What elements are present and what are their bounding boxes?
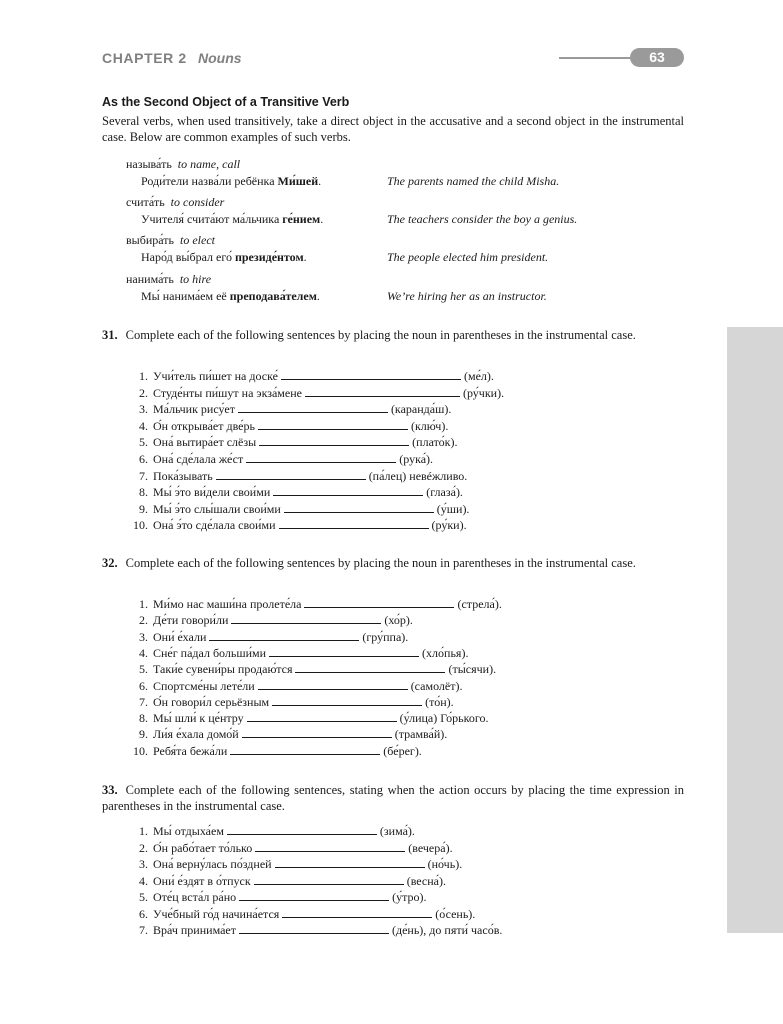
intro-paragraph: Several verbs, when used transitively, take a direct object in the accusative and a second object in the instrumental case. Below are common examples of such verbs. — [102, 114, 684, 144]
answer-blank[interactable] — [273, 484, 423, 496]
example-english: The teachers consider the boy a genius. — [387, 212, 578, 226]
answer-blank[interactable] — [305, 385, 460, 397]
example-russian: Роди́тели назва́ли ребёнка Ми́шей. — [141, 174, 322, 188]
exercise-33-instruction: 33. Complete each of the following sentences, stating when the action occurs by placing the time expression in parentheses in the instrumental case. — [102, 783, 684, 813]
verb-english: to hire — [179, 272, 212, 286]
exercise-item: 7. Пока́зывать (па́лец) невéжливо. — [139, 468, 468, 483]
answer-blank[interactable] — [230, 743, 380, 755]
example-english: The parents named the child Misha. — [387, 174, 560, 188]
exercise-item: 5. Оте́ц вста́л ра́но (у́тро). — [139, 890, 427, 904]
exercise-item: 4. Сне́г па́дал больши́ми (хло́пья). — [139, 645, 469, 660]
exercise-item: 4. Они́ е́здят в о́тпуск (весна́). — [139, 873, 447, 888]
answer-blank[interactable] — [269, 645, 419, 657]
side-thumb-tab — [727, 327, 783, 933]
exercise-item: 3. Она́ верну́лась по́здней (но́чь). — [139, 857, 463, 871]
header-rule — [559, 57, 639, 59]
exercise-item: 6. Уче́бный го́д начина́ется (о́сень). — [139, 906, 476, 921]
answer-blank[interactable] — [295, 661, 445, 673]
exercise-item: 10. Она́ э́то сде́лала свои́ми (ру́ки). — [133, 518, 467, 533]
example-russian: Мы́ нанима́ем её преподава́телем. — [141, 289, 320, 303]
chapter-label: CHAPTER 2 — [102, 50, 187, 66]
example-russian: Учителя́ счита́ют ма́льчика ге́нием. — [141, 212, 324, 226]
verb-russian: нанима́ть — [126, 272, 174, 286]
exercise-item: 9. Ли́я е́хала домо́й (трамва́й). — [139, 727, 448, 742]
answer-blank[interactable] — [209, 629, 359, 641]
verb-english: to consider — [170, 195, 225, 209]
verb-entry — [126, 195, 224, 210]
verb-entry — [126, 233, 215, 248]
exercise-item: 7. О́н говори́л серьёзным (то́н). — [139, 694, 454, 709]
verb-entry — [126, 157, 240, 172]
answer-blank[interactable] — [239, 922, 389, 934]
exercise-item: 6. Она́ сде́лала же́ст (рука́). — [139, 452, 434, 466]
running-header — [102, 48, 692, 72]
exercise-item: 9. Мы́ э́то слы́шали свои́ми (у́ши). — [139, 501, 470, 516]
exercise-item: 1. Учи́тель пи́шет на доске́ (ме́л). — [139, 369, 494, 383]
answer-blank[interactable] — [282, 906, 432, 918]
verb-entry — [126, 272, 211, 287]
answer-blank[interactable] — [242, 726, 392, 738]
verb-russian: называ́ть — [126, 157, 172, 171]
answer-blank[interactable] — [304, 596, 454, 608]
section-heading: As the Second Object of a Transitive Verb — [102, 95, 350, 109]
answer-blank[interactable] — [231, 612, 381, 624]
exercise-item: 1. Ми́мо нас маши́на пролете́ла (стрела́). — [139, 597, 502, 611]
answer-blank[interactable] — [247, 710, 397, 722]
verb-english: to elect — [180, 233, 215, 247]
answer-blank[interactable] — [255, 840, 405, 852]
answer-blank[interactable] — [275, 856, 425, 868]
exercise-item: 6. Спортсме́ны лете́ли (самолёт). — [139, 678, 463, 693]
exercise-item: 7. Вра́ч принима́ет (де́нь), до пяти́ часо́в. — [139, 923, 503, 937]
example-english: The people elected him president. — [387, 250, 549, 264]
example-english: We’re hiring her as an instructor. — [387, 289, 547, 303]
exercise-item: 5. Она́ вытира́ет слёзы (плато́к). — [139, 435, 458, 450]
exercise-item: 2. Студе́нты пи́шут на экза́мене (ру́чки). — [139, 385, 505, 400]
answer-blank[interactable] — [227, 823, 377, 835]
exercise-item: 4. О́н открыва́ет две́рь (клю́ч). — [139, 418, 449, 433]
answer-blank[interactable] — [246, 451, 396, 463]
exercise-32-instruction: 32. Complete each of the following sentences by placing the noun in parentheses in the instrumental case. — [102, 556, 636, 570]
answer-blank[interactable] — [279, 517, 429, 529]
exercise-item: 2. О́н рабо́тает то́лько (вечера́). — [139, 840, 453, 855]
exercise-item: 5. Таки́е сувени́ры продаю́тся (ты́сячи). — [139, 662, 497, 677]
answer-blank[interactable] — [272, 694, 422, 706]
verb-russian: счита́ть — [126, 195, 165, 209]
answer-blank[interactable] — [281, 368, 461, 380]
answer-blank[interactable] — [284, 501, 434, 513]
exercise-item: 10. Ребя́та бежа́ли (бе́рег). — [133, 743, 422, 758]
answer-blank[interactable] — [216, 468, 366, 480]
verb-english: to name, call — [177, 157, 241, 171]
chapter-title: Nouns — [198, 50, 242, 66]
exercise-item: 8. Мы́ шли́ к це́нтру (у́лица) Го́рького. — [139, 711, 489, 726]
page-number: 63 — [630, 48, 684, 67]
answer-blank[interactable] — [239, 889, 389, 901]
verb-russian: выбира́ть — [126, 233, 174, 247]
exercise-31-instruction: 31. Complete each of the following sentences by placing the noun in parentheses in the instrumental case. — [102, 328, 636, 342]
answer-blank[interactable] — [254, 873, 404, 885]
exercise-item: 1. Мы́ отдыха́ем (зима́). — [139, 824, 415, 838]
answer-blank[interactable] — [258, 678, 408, 690]
answer-blank[interactable] — [238, 401, 388, 413]
example-russian: Наро́д вы́брал его́ президе́нтом. — [141, 250, 307, 264]
answer-blank[interactable] — [259, 434, 409, 446]
answer-blank[interactable] — [258, 418, 408, 430]
exercise-item: 8. Мы́ э́то ви́дели свои́ми (глаза́). — [139, 485, 463, 500]
exercise-item: 3. Ма́льчик рису́ет (каранда́ш). — [139, 402, 452, 417]
exercise-item: 3. Они́ е́хали (гру́ппа). — [139, 629, 409, 644]
exercise-item: 2. Де́ти говори́ли (хо́р). — [139, 613, 413, 628]
